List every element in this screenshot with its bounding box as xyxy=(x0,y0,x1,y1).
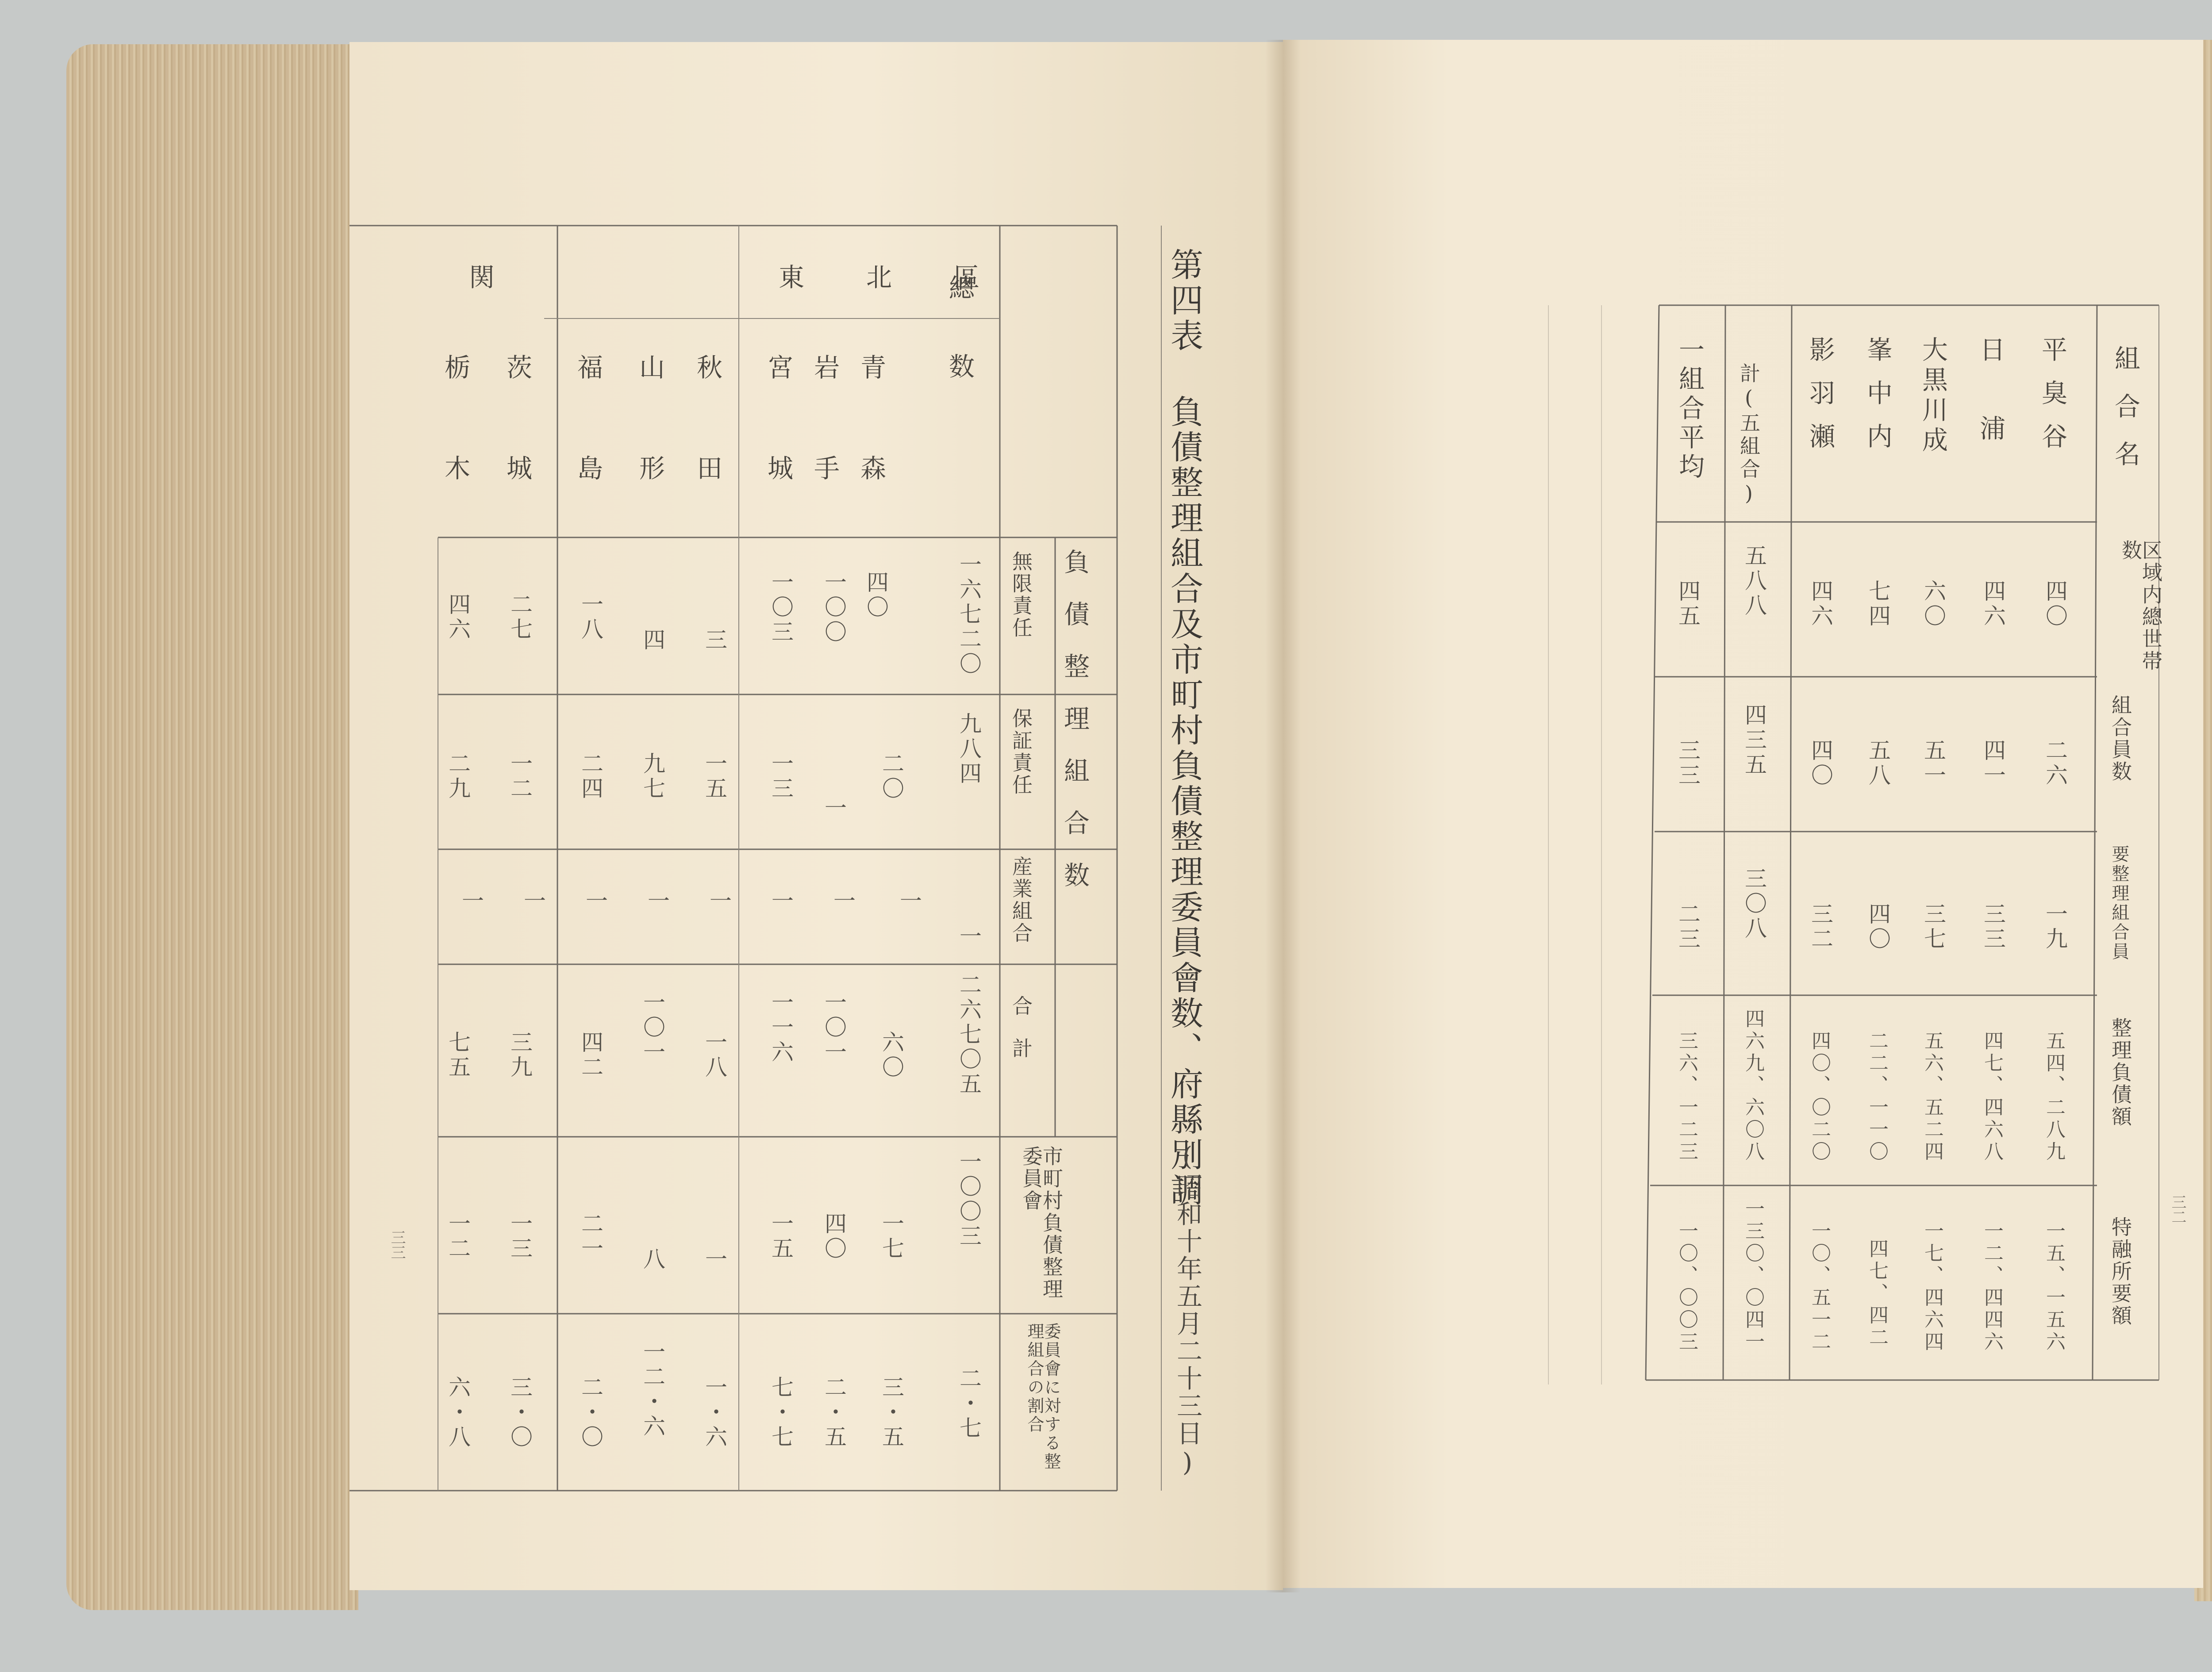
row-name: 一組合平均 xyxy=(1674,336,1705,482)
cell-value: 三七 xyxy=(1920,902,1946,952)
cell-value: 四 xyxy=(640,628,665,653)
cell-value: 三六、一二三 xyxy=(1675,1031,1698,1163)
header-committee: 市町村負債整理委員會 xyxy=(1019,1146,1064,1300)
row-name: 影羽瀬 xyxy=(1805,336,1835,466)
cell-value: 一 xyxy=(821,796,847,821)
row-name: 大黒川成 xyxy=(1918,336,1948,456)
row-name: 山形 xyxy=(635,354,665,556)
header-sum: 合計 xyxy=(1009,995,1033,1080)
cell-value: 九八四 xyxy=(956,712,982,786)
header-ratio: 委員會に対する整理組合の割合 xyxy=(1025,1323,1061,1471)
row-name: 青森 xyxy=(856,354,886,556)
cell-value: 一〇、五一二 xyxy=(1808,1221,1831,1354)
cell-value: 五一 xyxy=(1920,739,1946,788)
cell-value: 一〇〇 xyxy=(821,571,847,645)
header-guarantee: 保証責任 xyxy=(1009,708,1033,796)
cell-value: 四六九、六〇八 xyxy=(1742,1009,1764,1163)
cell-value: 一 xyxy=(706,889,732,914)
cell-value: 一七 xyxy=(879,1212,904,1262)
cell-value: 五八 xyxy=(1865,739,1891,788)
cell-value: 三・〇 xyxy=(507,1376,533,1450)
cell-value: 四〇、〇二〇 xyxy=(1808,1031,1831,1163)
cell-value: 四〇 xyxy=(1865,902,1891,952)
cell-value: 五八八 xyxy=(1741,544,1767,618)
cell-value: 一九 xyxy=(2042,902,2068,952)
cell-value: 四二 xyxy=(578,1031,603,1080)
cell-value: 四〇 xyxy=(1808,739,1833,788)
header-special: 特融所要額 xyxy=(2108,1216,2132,1327)
cell-value: 二六七〇五 xyxy=(956,973,982,1097)
cell-value: 一五 xyxy=(702,752,727,801)
cell-value: 三〇八 xyxy=(1741,867,1767,941)
page-number-right: 三二 xyxy=(2169,1194,2186,1224)
cell-value: 一〇〇三 xyxy=(956,1150,982,1249)
region-tohoku: 東北區 xyxy=(779,262,1042,292)
cell-value: 一 xyxy=(644,889,670,914)
cell-value: 二三 xyxy=(1675,902,1701,952)
header-group: 負債整理組合数 xyxy=(1060,548,1090,914)
cell-value: 一〇一 xyxy=(821,991,847,1065)
cell-value: 三・五 xyxy=(879,1376,904,1450)
cell-value: 四六 xyxy=(1808,579,1833,629)
cell-value: 三二 xyxy=(1808,902,1833,952)
cell-value: 四〇 xyxy=(821,1212,847,1262)
row-name: 福島 xyxy=(573,354,603,556)
table-date: (昭和十年五月二十三日) xyxy=(1172,1141,1202,1479)
cell-value: 二四 xyxy=(578,752,603,801)
cell-value: 一三 xyxy=(507,1212,533,1262)
header-required: 要整理組合員 xyxy=(2109,845,2129,962)
cell-value: 一 xyxy=(896,889,922,914)
cell-value: 二・五 xyxy=(821,1376,847,1450)
cell-value: 一二、四四六 xyxy=(1981,1221,2003,1354)
row-name: 平臭谷 xyxy=(2037,336,2067,466)
cell-value: 一三〇、〇四一 xyxy=(1742,1199,1764,1354)
cell-value: 一〇、〇〇三 xyxy=(1675,1221,1698,1354)
cell-value: 一 xyxy=(582,889,608,914)
cell-value: 七・七 xyxy=(768,1376,794,1450)
cell-value: 九七 xyxy=(640,752,665,801)
cell-value: 一八 xyxy=(578,593,603,642)
header-industrial: 産業組合 xyxy=(1009,856,1033,944)
cell-value: 一七、四六四 xyxy=(1921,1221,1943,1354)
row-name: 宮城 xyxy=(763,354,793,556)
cell-value: 四七、四二 xyxy=(1866,1239,1888,1349)
region-kanto: 関 xyxy=(469,262,501,292)
cell-value: 五四、二八九 xyxy=(2043,1031,2065,1163)
header-households: 区域内總世帯数 xyxy=(2119,540,2163,672)
cell-value: 一 xyxy=(702,1247,727,1272)
cell-value: 六〇 xyxy=(1920,579,1946,629)
row-name: 計(五組合) xyxy=(1737,363,1761,508)
cell-value: 六・八 xyxy=(445,1376,471,1450)
cell-value: 一 xyxy=(520,889,546,914)
cell-value: 七五 xyxy=(445,1031,471,1080)
cell-value: 一〇一 xyxy=(640,991,665,1065)
cell-value: 四七、四六八 xyxy=(1981,1031,2003,1163)
cell-value: 四〇 xyxy=(2042,579,2068,629)
cell-value: 三 xyxy=(702,628,727,653)
cell-value: 一 xyxy=(768,889,794,914)
cell-value: 一二 xyxy=(507,752,533,801)
cell-value: 二・〇 xyxy=(578,1376,603,1450)
row-name: 岩手 xyxy=(810,354,840,556)
cell-value: 四三五 xyxy=(1741,703,1767,778)
cell-value: 二〇 xyxy=(879,752,904,801)
row-name: 栃木 xyxy=(440,354,470,556)
cell-value: 二六 xyxy=(2042,739,2068,788)
cell-value: 一〇三 xyxy=(768,571,794,645)
header-unlimited: 無限責任 xyxy=(1009,551,1033,639)
cell-value: 五六、五二四 xyxy=(1921,1031,1943,1163)
cell-value: 一八 xyxy=(702,1031,727,1080)
header-debt: 整理負債額 xyxy=(2108,1017,2132,1128)
cell-value: 一六七二〇 xyxy=(956,553,982,677)
cell-value: 三三 xyxy=(1980,902,2006,952)
row-name: 峯中内 xyxy=(1863,336,1893,466)
row-name: 日浦 xyxy=(1975,336,2005,494)
cell-value: 四六 xyxy=(1980,579,2006,629)
cell-value: 四六 xyxy=(445,593,471,642)
cell-value: 一 xyxy=(956,924,982,949)
cell-value: 一 xyxy=(830,889,856,914)
cell-value: 二二、一一〇 xyxy=(1866,1031,1888,1163)
header-members: 組合員数 xyxy=(2108,694,2132,783)
cell-value: 二・七 xyxy=(956,1367,982,1441)
cell-value: 一五、一五六 xyxy=(2043,1221,2065,1354)
row-name: 秋田 xyxy=(692,354,722,556)
cell-value: 二九 xyxy=(445,752,471,801)
cell-value: 八 xyxy=(640,1247,665,1272)
cell-value: 一・六 xyxy=(702,1376,727,1450)
cell-value: 三三 xyxy=(1675,739,1701,788)
cell-value: 二一 xyxy=(578,1212,603,1262)
cell-value: 六〇 xyxy=(879,1031,904,1080)
cell-value: 三九 xyxy=(507,1031,533,1080)
cell-value: 一五 xyxy=(768,1212,794,1262)
cell-value: 四五 xyxy=(1675,579,1701,629)
cell-value: 二七 xyxy=(507,593,533,642)
cell-value: 七四 xyxy=(1865,579,1891,629)
page-number-left: 三三 xyxy=(388,1230,406,1260)
cell-value: 一一六 xyxy=(768,991,794,1065)
cell-value: 四〇 xyxy=(863,571,889,620)
cell-value: 四一 xyxy=(1980,739,2006,788)
row-name: 茨城 xyxy=(502,354,532,556)
cell-value: 一二 xyxy=(445,1212,471,1262)
cell-value: 一 xyxy=(458,889,484,914)
header-name: 組合名 xyxy=(2110,345,2140,488)
cell-value: 一二・六 xyxy=(640,1340,665,1439)
header-total: 總数 xyxy=(945,274,975,432)
cell-value: 一三 xyxy=(768,752,794,801)
table-title: 第四表 負債整理組合及市町村負債整理委員會数、府縣別調 xyxy=(1165,248,1203,1208)
